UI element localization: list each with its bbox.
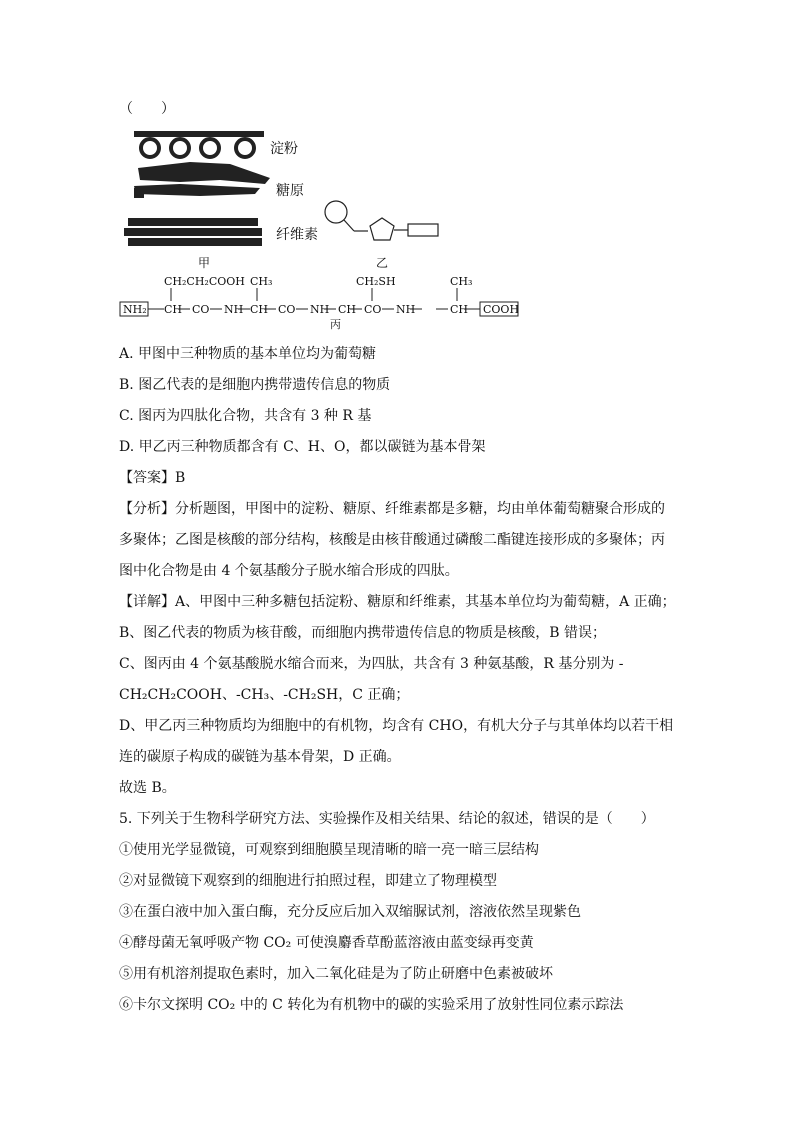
label-starch: 淀粉	[270, 141, 298, 157]
option-a: A. 甲图中三种物质的基本单位均为葡萄糖	[119, 346, 377, 362]
chain-atom: NH	[310, 303, 330, 316]
chain-atom: CO	[192, 303, 210, 316]
detail-line-3: C、图丙由 4 个氨基酸脱水缩合而来，为四肽，共含有 3 种氨基酸，R 基分别为 -	[119, 656, 624, 672]
side-chain-3: CH₂SH	[356, 275, 396, 288]
analysis-line-2: 多聚体；乙图是核酸的部分结构，核酸是由核苷酸通过磷酸二酯键连接形成的多聚体；丙	[119, 532, 665, 548]
figure-bing	[118, 274, 528, 332]
pentose-pentagon	[370, 218, 394, 240]
detail-line-6: 连的碳原子构成的碳链为基本骨架，D 正确。	[119, 749, 401, 765]
option-d: D. 甲乙丙三种物质都含有 C、H、O，都以碳链为基本骨架	[119, 439, 486, 455]
base-rectangle	[408, 224, 438, 236]
nh2-label: NH₂	[123, 303, 147, 316]
chain-atom: CH	[450, 303, 469, 316]
side-chain-4: CH₃	[450, 275, 473, 288]
option-c: C. 图丙为四肽化合物，共含有 3 种 R 基	[119, 408, 372, 424]
detail-line-5: D、甲乙丙三种物质均为细胞中的有机物，均含有 CHO，有机大分子与其单体均以若干相	[119, 718, 674, 734]
chain-atom: CO	[364, 303, 382, 316]
q5-item-5: ⑤用有机溶剂提取色素时，加入二氧化硅是为了防止研磨中色素被破坏	[119, 966, 553, 982]
chain-atom: CH	[338, 303, 357, 316]
cooh-label: COOH	[483, 303, 520, 316]
analysis-line-3: 图中化合物是由 4 个氨基酸分子脱水缩合形成的四肽。	[119, 563, 459, 579]
label-glycogen: 糖原	[276, 183, 304, 199]
chain-atom: NH	[396, 303, 416, 316]
analysis-line-1: 【分析】分析题图，甲图中的淀粉、糖原、纤维素都是多糖，均由单体葡萄糖聚合形成的	[119, 501, 665, 517]
cellulose-illustration	[124, 218, 262, 246]
detail-line-7: 故选 B。	[119, 780, 176, 796]
q5-item-6: ⑥卡尔文探明 CO₂ 中的 C 转化为有机物中的碳的实验采用了放射性同位素示踪法	[119, 997, 624, 1013]
answer-line: 【答案】B	[119, 470, 186, 486]
detail-line-2: B、图乙代表的物质为核苷酸，而细胞内携带遗传信息的物质是核酸，B 错误；	[119, 625, 607, 641]
q5-item-2: ②对显微镜下观察到的细胞进行拍照过程，即建立了物理模型	[119, 873, 497, 889]
q5-item-3: ③在蛋白液中加入蛋白酶，充分反应后加入双缩脲试剂，溶液依然呈现紫色	[119, 904, 581, 920]
phosphate-circle	[325, 201, 347, 223]
caption-bing: 丙	[330, 318, 341, 331]
chain-atom: CH	[250, 303, 269, 316]
side-chain-1: CH₂CH₂COOH	[164, 275, 245, 288]
side-chain-2: CH₃	[250, 275, 273, 288]
chain-atom: CH	[164, 303, 183, 316]
option-b: B. 图乙代表的是细胞内携带遗传信息的物质	[119, 377, 391, 393]
chain-atom: NH	[224, 303, 244, 316]
figure-yi	[322, 198, 442, 254]
top-paren: （ ）	[119, 101, 175, 117]
label-cellulose: 纤维素	[276, 227, 318, 243]
q5-item-1: ①使用光学显微镜，可观察到细胞膜呈现清晰的暗一亮一暗三层结构	[119, 842, 539, 858]
caption-jia: 甲	[198, 256, 211, 270]
q5-item-4: ④酵母菌无氧呼吸产物 CO₂ 可使溴麝香草酚蓝溶液由蓝变绿再变黄	[119, 935, 534, 951]
chain-atom: CO	[278, 303, 296, 316]
detail-line-4: CH₂CH₂COOH、-CH₃、-CH₂SH，C 正确；	[119, 687, 410, 703]
caption-yi: 乙	[376, 256, 389, 270]
starch-illustration	[134, 131, 264, 157]
question-5-stem: 5. 下列关于生物科学研究方法、实验操作及相关结果、结论的叙述，错误的是（ ）	[119, 811, 655, 827]
detail-line-1: 【详解】A、甲图中三种多糖包括淀粉、糖原和纤维素，其基本单位均为葡萄糖，A 正确；	[119, 594, 676, 610]
glycogen-illustration	[134, 162, 270, 198]
